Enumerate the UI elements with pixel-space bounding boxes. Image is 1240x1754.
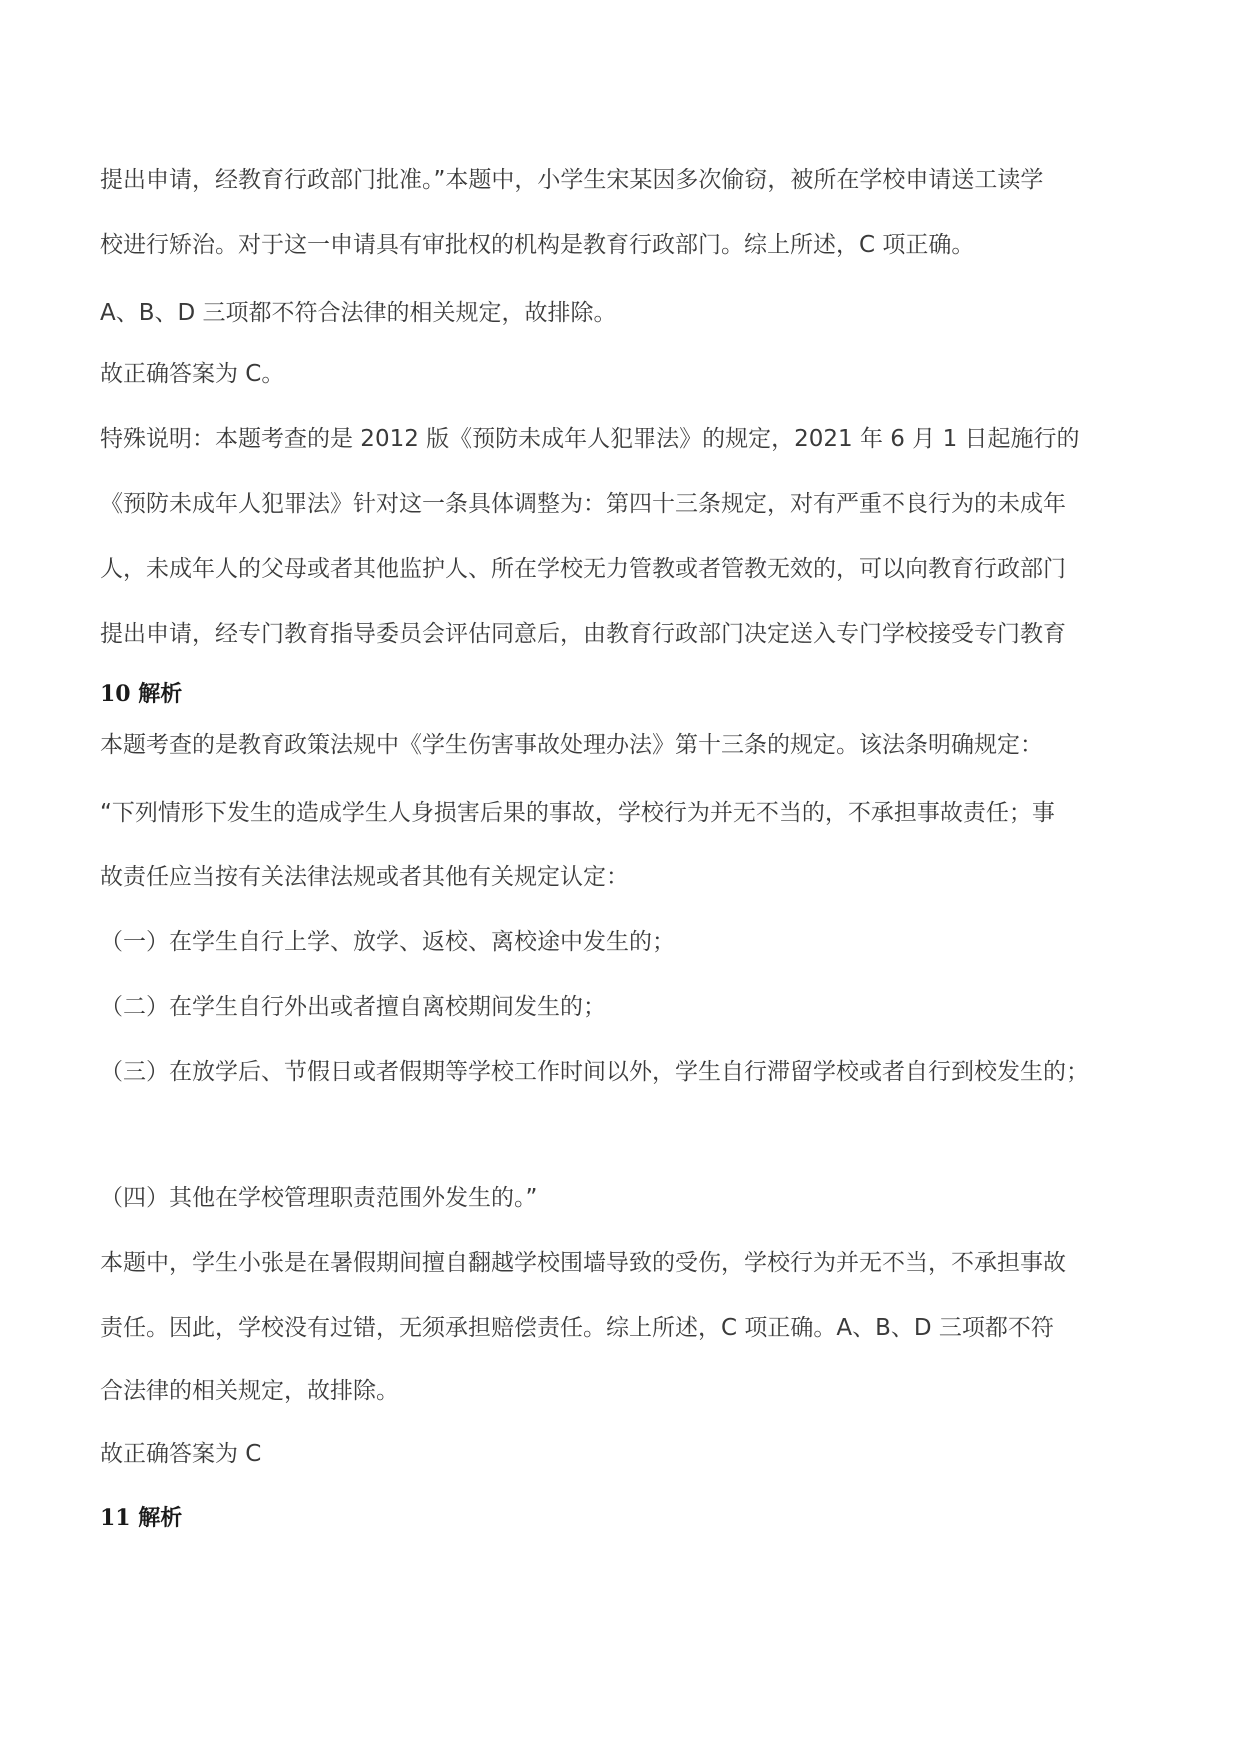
paragraph-line: 责任。因此，学校没有过错，无须承担赔偿责任。综上所述，C 项正确。A、B、D 三项都不符 (100, 1315, 1054, 1341)
quote-line: 故责任应当按有关法律法规或者其他有关规定认定： (100, 864, 629, 890)
list-item: （三）在放学后、节假日或者假期等学校工作时间以外，学生自行滞留学校或者自行到校发生的； (100, 1059, 1089, 1085)
list-item: （四）其他在学校管理职责范围外发生的。” (100, 1185, 538, 1211)
note-line: 人，未成年人的父母或者其他监护人、所在学校无力管教或者管教无效的，可以向教育行政部门 (100, 556, 1066, 582)
list-item: （一）在学生自行上学、放学、返校、离校途中发生的； (100, 929, 675, 955)
paragraph-line: 本题中，学生小张是在暑假期间擅自翻越学校围墙导致的受伤，学校行为并无不当，不承担事故 (100, 1250, 1066, 1276)
paragraph-line: 提出申请，经教育行政部门批准。”本题中，小学生宋某因多次偷窃，被所在学校申请送工读学 (100, 167, 1044, 193)
note-line: 《预防未成年人犯罪法》针对这一条具体调整为：第四十三条规定，对有严重不良行为的未成年 (100, 491, 1066, 517)
list-item: （二）在学生自行外出或者擅自离校期间发生的； (100, 994, 606, 1020)
paragraph-line: 合法律的相关规定，故排除。 (100, 1378, 399, 1404)
paragraph-line: 本题考查的是教育政策法规中《学生伤害事故处理办法》第十三条的规定。该法条明确规定： (100, 732, 1043, 758)
note-line: 提出申请，经专门教育指导委员会评估同意后，由教育行政部门决定送入专门学校接受专门教育 (100, 621, 1066, 647)
section-heading: 11 解析 (100, 1505, 183, 1531)
paragraph-line: A、B、D 三项都不符合法律的相关规定，故排除。 (100, 300, 617, 326)
paragraph-line: 校进行矫治。对于这一申请具有审批权的机构是教育行政部门。综上所述，C 项正确。 (100, 232, 975, 258)
answer-line: 故正确答案为 C (100, 1441, 262, 1467)
answer-line: 故正确答案为 C。 (100, 361, 285, 387)
quote-line: “下列情形下发生的造成学生人身损害后果的事故，学校行为并无不当的，不承担事故责任；事 (100, 800, 1055, 826)
note-line: 特殊说明：本题考查的是 2012 版《预防未成年人犯罪法》的规定，2021 年 6 月 1 日起施行的 (100, 426, 1080, 452)
section-heading: 10 解析 (100, 681, 183, 707)
